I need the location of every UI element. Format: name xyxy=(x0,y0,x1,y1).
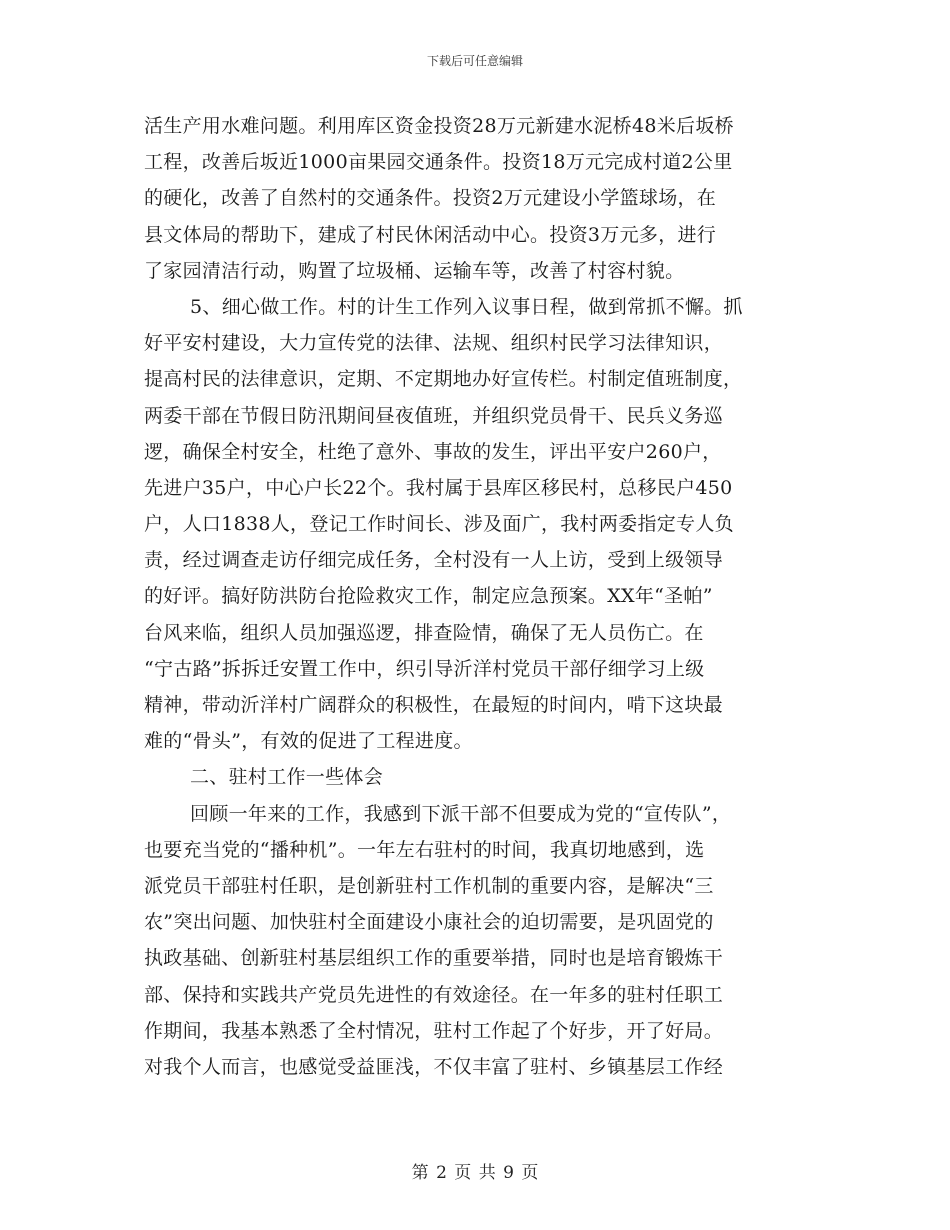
page-header: 下载后可任意编辑 xyxy=(426,54,523,68)
text-line: 对我个人而言，也感觉受益匪浅，不仅丰富了驻村、乡镇基层工作经 xyxy=(144,1055,724,1078)
document-body xyxy=(144,108,808,1085)
text-line: “宁古路”拆拆迁安置工作中，织引导沂洋村党员干部仔细学习上级 xyxy=(144,657,705,680)
text-line: 派党员干部驻村任职，是创新驻村工作机制的重要内容，是解决“三 xyxy=(144,874,714,897)
page-number-footer: 第 2 页 共 9 页 xyxy=(411,1163,539,1183)
text-line: 农”突出问题、加快驻村全面建设小康社会的迫切需要，是巩固党的 xyxy=(144,911,714,934)
text-line: 两委干部在节假日防汛期间昼夜值班，并组织党员骨干、民兵义务巡 xyxy=(144,404,724,427)
text-line: 责，经过调查走访仔细完成任务，全村没有一人上访，受到上级领导 xyxy=(144,549,724,572)
text-line: 回顾一年来的工作，我感到下派干部不但要成为党的“宣传队”， xyxy=(190,802,732,825)
text-line: 台风来临，组织人员加强巡逻，排查险情，确保了无人员伤亡。在 xyxy=(144,621,704,644)
text-line: 执政基础、创新驻村基层组织工作的重要举措，同时也是培育锻炼干 xyxy=(144,947,724,970)
text-line: 好平安村建设，大力宣传党的法律、法规、组织村民学习法律知识， xyxy=(144,332,724,355)
text-line: 难的“骨头”，有效的促进了工程进度。 xyxy=(144,730,473,753)
text-line: 户，人口1838人，登记工作时间长、涉及面广，我村两委指定专人负 xyxy=(144,513,734,536)
text-line: 活生产用水难问题。利用库区资金投资28万元新建水泥桥48米后坂桥 xyxy=(144,115,734,137)
text-line: 了家园清洁行动，购置了垃圾桶、运输车等，改善了村容村貌。 xyxy=(144,259,685,282)
text-line: 精神，带动沂洋村广阔群众的积极性，在最短的时间内，啃下这块最 xyxy=(144,694,724,716)
text-line: 先进户35户，中心户长22个。我村属于县库区移民村，总移民户450 xyxy=(144,476,733,499)
text-line: 部、保持和实践共产党员先进性的有效途径。在一年多的驻村任职工 xyxy=(144,983,724,1006)
text-line: 的硬化，改善了自然村的交通条件。投资2万元建设小学篮球场，在 xyxy=(144,187,717,210)
text-line: 逻，确保全村安全，杜绝了意外、事故的发生，评出平安户260户， xyxy=(144,440,722,463)
text-line: 也要充当党的“播种机”。一年左右驻村的时间，我真切地感到，选 xyxy=(144,838,705,861)
text-line: 的好评。搞好防洪防台抢险救灾工作，制定应急预案。XX年“圣帕” xyxy=(144,585,713,608)
text-line: 作期间，我基本熟悉了全村情况，驻村工作起了个好步，开了好局。 xyxy=(144,1019,724,1042)
text-line: 5、细心做工作。村的计生工作列入议事日程，做到常抓不懈。抓 xyxy=(190,295,743,318)
text-line: 二、驻村工作一些体会 xyxy=(190,766,384,789)
text-line: 提高村民的法律意识，定期、不定期地办好宣传栏。村制定值班制度， xyxy=(144,368,743,391)
text-line: 工程，改善后坂近1000亩果园交通条件。投资18万元完成村道2公里 xyxy=(144,151,733,174)
text-line: 县文体局的帮助下，建成了村民休闲活动中心。投资3万元多，进行 xyxy=(144,223,717,246)
